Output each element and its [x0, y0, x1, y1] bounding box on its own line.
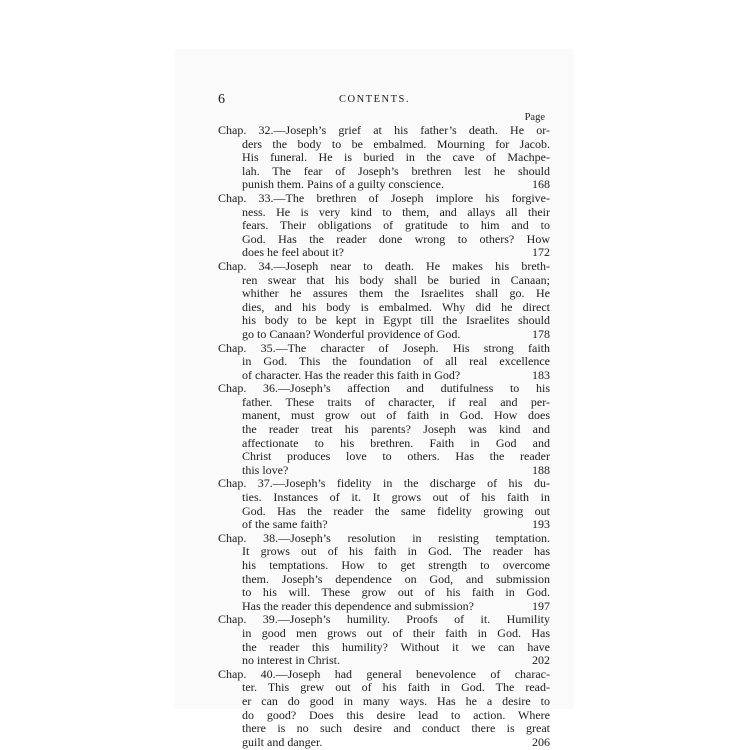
entry-line: Chap. 39.—Joseph’s humility. Proofs of it. Humility: [218, 612, 550, 627]
contents-entry: [218, 382, 550, 477]
page-column-header: Page: [524, 112, 545, 123]
contents-entry: [218, 260, 550, 342]
entry-line: punish them. Pains of a guilty conscience.: [242, 177, 444, 192]
contents-entry: [218, 124, 550, 192]
entry-page-number: 183: [532, 367, 550, 382]
entry-line: ders the body to be embalmed. Mourning for Jacob.: [242, 136, 550, 151]
contents-entry: [218, 532, 550, 614]
entry-line: Has the reader this dependence and submission?: [242, 598, 474, 613]
entry-line: God. Has the reader the same fidelity growing out: [242, 503, 550, 518]
entry-line: his temptations. How to get strength to overcome: [242, 558, 550, 572]
entry-line: in good men grows out of their faith in God. Has: [242, 625, 550, 640]
entry-line: Christ produces love to others. Has the reader: [242, 449, 550, 464]
entry-page-number: 197: [532, 598, 550, 613]
entry-line: Chap. 35.—The character of Joseph. His strong faith: [218, 340, 550, 355]
entry-line: go to Canaan? Wonderful providence of God.: [242, 326, 461, 341]
entry-line: fears. Their obligations of gratitude to him and to: [242, 218, 550, 233]
entry-line: in God. This the foundation of all real excellence: [242, 354, 550, 369]
entry-page-number: 172: [532, 245, 550, 260]
entry-line: of character. Has the reader this faith in God?: [242, 367, 461, 382]
entry-line: Chap. 40.—Joseph had general benevolence of charac-: [218, 666, 550, 681]
entry-line: It grows out of his faith in God. The reader has: [242, 544, 550, 559]
contents-entry: [218, 668, 550, 750]
page-number: 6: [218, 92, 225, 107]
contents-entry: [218, 613, 550, 667]
entry-line: er can do good in many ways. Has he a desire to: [242, 693, 550, 708]
entry-page-number: 193: [532, 517, 550, 532]
contents-entry: [218, 477, 550, 531]
entry-line: ties. Instances of it. It grows out of his faith in: [242, 490, 550, 505]
entry-line: the reader this humility? Without it we can have: [242, 639, 550, 654]
contents-list: [218, 124, 550, 749]
entry-line: whither he assures them the Israelites shall go. He: [242, 286, 550, 301]
entry-line: God. Has the reader done wrong to others? How: [242, 231, 550, 246]
contents-entry: [218, 192, 550, 260]
entry-line: Chap. 33.—The brethren of Joseph implore his forgive-: [218, 190, 550, 205]
entry-line: them. Joseph’s dependence on God, and submission: [242, 571, 550, 586]
entry-page-number: 188: [532, 462, 550, 477]
entry-line: his body to be kept in Egypt till the Israelites should: [242, 313, 550, 328]
entry-line: Chap. 37.—Joseph’s fidelity in the discharge of his du-: [218, 476, 550, 491]
entry-line: His funeral. He is buried in the cave of Machpe-: [242, 150, 550, 165]
entry-page-number: 168: [532, 177, 550, 192]
entry-line: guilt and danger.: [242, 734, 323, 749]
entry-line: Chap. 34.—Joseph near to death. He makes his breth-: [218, 258, 550, 273]
entry-line: to his will. These grow out of his faith in God.: [242, 585, 550, 600]
running-head: CONTENTS.: [339, 94, 410, 105]
entry-page-number: 178: [532, 326, 550, 341]
entry-line: this love?: [242, 462, 289, 477]
entry-line: Chap. 36.—Joseph’s affection and dutifulness to his: [218, 381, 550, 396]
entry-line: ren swear that his body shall be buried in Canaan;: [242, 272, 550, 287]
entry-line: affectionate to his brethren. Faith in God and: [242, 435, 550, 450]
contents-entry: [218, 342, 550, 383]
entry-line: do good? Does this desire lead to action. Where: [242, 707, 550, 722]
book-page: [176, 50, 573, 749]
entry-line: the reader treat his parents? Joseph was kind and: [242, 422, 550, 437]
entry-line: no interest in Christ.: [242, 653, 340, 668]
entry-line: manent, must grow out of faith in God. How does: [242, 408, 550, 423]
entry-line: Chap. 32.—Joseph’s grief at his father’s death. He or-: [218, 123, 550, 137]
entry-line: father. These traits of character, if real and per-: [242, 394, 550, 409]
entry-line: ter. This grew out of his faith in God. The read-: [242, 680, 550, 695]
entry-page-number: 206: [532, 734, 550, 749]
entry-line: ness. He is very kind to them, and allays all their: [242, 204, 550, 219]
entry-page-number: 202: [532, 653, 550, 668]
entry-line: does he feel about it?: [242, 245, 344, 260]
entry-line: of the same faith?: [242, 517, 328, 532]
entry-line: lah. The fear of Joseph’s brethren lest he should: [242, 163, 550, 178]
entry-line: Chap. 38.—Joseph’s resolution in resisting temptation.: [218, 530, 550, 545]
entry-line: dies, and his body is embalmed. Why did he direct: [242, 299, 550, 314]
entry-line: there is no such desire and conduct there is great: [242, 721, 550, 736]
